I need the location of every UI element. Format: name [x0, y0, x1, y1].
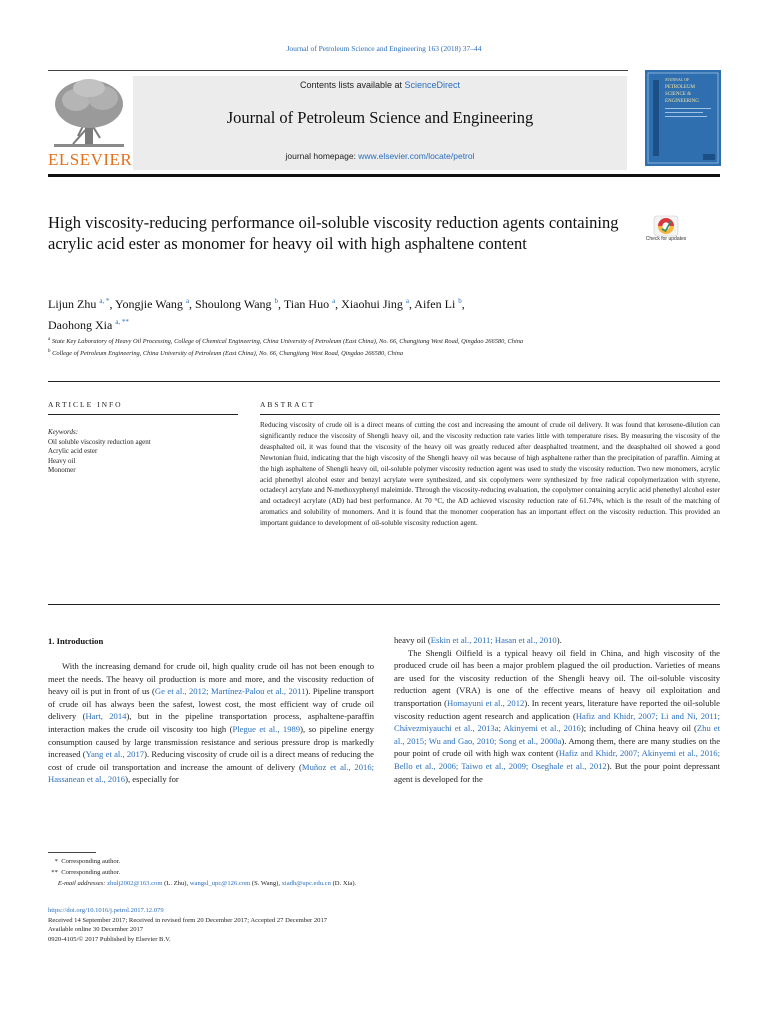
publication-info — [48, 906, 648, 944]
author-name[interactable]: Xiaohui Jing — [341, 297, 403, 311]
journal-homepage-line — [133, 151, 627, 161]
article-info-heading: ARTICLE INFO — [48, 400, 123, 409]
doi-link[interactable]: https://doi.org/10.1016/j.petrol.2017.12.079 — [48, 907, 164, 914]
author-affil-mark[interactable]: a — [185, 297, 190, 305]
body-text: ). Reducing viscosity of crude oil is a direct means of reducing the cost of crude oil transportation and increase the amount of delivery ( — [48, 749, 374, 772]
author-name[interactable]: Daohong Xia — [48, 318, 113, 332]
introduction-heading: 1. Introduction — [48, 636, 104, 646]
intro-carry-over — [394, 634, 720, 647]
sciencedirect-link[interactable]: ScienceDirect — [404, 80, 461, 90]
body-text: ). Among them, there are many studies on the pour point of crude oil with high wax content ( — [394, 735, 721, 759]
citation-link[interactable]: Yang et al., 2017 — [85, 749, 145, 760]
info-top-rule — [48, 381, 720, 382]
masthead-top-rule — [48, 70, 628, 71]
journal-title: Journal of Petroleum Science and Engineering — [226, 108, 534, 127]
citation-link[interactable]: Muñoz et al., 2016; Hassanean et al., 2016 — [48, 761, 375, 785]
author-affil-mark[interactable]: a — [332, 297, 336, 305]
footnote-rule — [48, 852, 96, 853]
citation-link[interactable]: Ge et al., 2012; Martínez-Palou et al., 2011 — [154, 686, 306, 697]
abstract-heading: ABSTRACT — [260, 400, 316, 409]
footnotes — [48, 856, 648, 889]
email-owner: (D. Xia). — [330, 880, 357, 887]
footnote-corresponding-2: ** Corresponding author. — [48, 869, 121, 876]
email-owner: (S. Wang), — [250, 880, 282, 887]
author-affil-mark[interactable]: a, * — [99, 297, 110, 305]
homepage-prefix: journal homepage: — [285, 151, 359, 161]
keyword-item: Heavy oil — [48, 456, 76, 465]
author-name[interactable]: Aifen Li — [414, 297, 456, 311]
keyword-item: Acrylic acid ester — [48, 447, 98, 456]
body-text: ). But the pour point depressant agent is developed for the — [394, 760, 721, 784]
citation-link[interactable]: Hafiz and Khidr, 2007; Li and Ni, 2011; Chávezmiyauchi et al., 2013a; Akinyemi et al., 2016 — [394, 710, 720, 734]
author-affil-mark[interactable]: b — [274, 297, 279, 305]
received-dates: Received 14 September 2017; Received in revised form 20 December 2017; Accepted 27 December 2017 — [48, 916, 328, 924]
intro-left-column — [48, 660, 374, 786]
email-owner: (L. Zhu), — [162, 880, 190, 887]
cover-line-2: PETROLEUM — [665, 85, 695, 90]
affiliations — [48, 335, 648, 358]
abstract-heading-rule — [260, 414, 720, 415]
author-affil-mark[interactable]: b — [458, 297, 462, 305]
intro-paragraph — [394, 647, 720, 786]
body-text: With the increasing demand for crude oil, high quality crude oil has not been enough to meet the needs. The heavy oil production is more and more, and the viscosity reduction of heavy oil is put in front of us ( — [48, 661, 374, 697]
body-text: heavy oil ( — [394, 635, 431, 645]
keyword-item: Monomer — [48, 466, 76, 475]
check-for-updates-icon[interactable] — [648, 214, 684, 254]
affiliation-mark: a — [48, 337, 51, 342]
footnote-text: Corresponding author. — [61, 858, 121, 865]
author-affil-mark[interactable]: a — [405, 297, 409, 305]
citation-link[interactable]: Zhu et al., 2015; Wu and Gao, 2010; Song et al., 2000a — [394, 723, 720, 746]
footnote-emails — [48, 878, 648, 889]
abstract-text: Reducing viscosity of crude oil is a direct means of cutting the cost and increasing the amount of crude oil delivery. It was found that kerosene-dilution can significantly reduce the viscosity of Shengli heavy oil, and the viscosity reduction rate varies little with temperature rises. By measuring the viscosity of the deasphalted oil, it was found that the viscosity of the heavy oil was greatly reduced after deasphalted treatment, and the deasphalted oil showed a good Newtonian fluid, indicating that the high viscosity of the Shengli heavy oil was because of high asphaltene rather than the precipitation of paraffin. Aiming at the high asphaltene of Shengli heavy oil, oil-soluble polymer viscosity reduction agent was used to study the viscosity reduction. Two new monomers, acrylic acid phenethyl alcohol ester and benzyl acrylate were synthesized, and six copolymers were synthesized by free radical copolymerization with styrene, octadecyl acrylate and N-methoxyphenyl maleimide. Through the viscosity-reducing evaluation, the copolymer containing acrylic acid phenethyl alcohol ester and octadecyl acrylate (AD) had best performance. At 70 °C, the AD achieved viscosity reduction rate of 61.74%, which is the result of the matching of aromatics and solubility of monomers. And it is found that the monomer cooperation has an important effect on the viscosity reduction. This provided an important guidance to development of oil-soluble viscosity reduction agent. — [260, 421, 720, 528]
online-date: Available online 30 December 2017 — [48, 926, 144, 934]
keywords-block — [48, 428, 238, 476]
citation-link[interactable]: Hafiz and Khidr, 2007; Akinyemi et al., 2016; Bello et al., 2006; Taiwo et al., 2009; Oseghale et al., 2012 — [394, 748, 720, 771]
intro-paragraph — [48, 660, 374, 786]
body-text: ). Pipeline transport of crude oil has always been the safest, lowest cost, the most efficient way of crude oil delivery ( — [48, 686, 374, 722]
cover-line-3: SCIENCE & — [665, 92, 691, 97]
masthead-bottom-rule — [48, 174, 720, 177]
citation-link[interactable]: Homayuni et al., 2012 — [446, 697, 525, 708]
abstract-bottom-rule — [48, 604, 720, 605]
email-link[interactable]: zhulj2002@163.com — [107, 880, 163, 887]
author-name[interactable]: Tian Huo — [283, 297, 330, 311]
affiliation-mark: b — [48, 348, 51, 354]
contents-prefix: Contents lists available at — [299, 80, 405, 90]
info-heading-rule — [48, 414, 238, 415]
author-affil-mark[interactable]: a, ** — [115, 318, 129, 326]
affiliation-text: College of Petroleum Engineering, China University of Petroleum (East China), No. 66, Changjiang West Road, Qingdao 266580, China — [52, 349, 404, 357]
body-text: ), so pipeline energy consumption caused by large transmission resistance and serious pressure drop is markedly increased ( — [48, 723, 374, 760]
affiliation-item — [48, 347, 648, 359]
email-link[interactable]: wangsl_upc@126.com — [189, 880, 251, 887]
journal-cover-thumbnail[interactable] — [645, 70, 721, 166]
body-text: ), especially for — [125, 774, 179, 785]
cover-line-4: ENGINEERING — [665, 99, 699, 104]
body-text: ); including of China heavy oil ( — [580, 723, 697, 734]
cover-line-1: JOURNAL OF — [665, 77, 690, 82]
author-name[interactable]: Shoulong Wang — [195, 297, 272, 311]
affiliation-text: State Key Laboratory of Heavy Oil Processing, College of Chemical Engineering, China University of Petroleum (East China), No. 66, Changjiang West Road, Qingdao 266580, China — [51, 338, 524, 346]
body-text: ). — [556, 635, 562, 645]
elsevier-wordmark: ELSEVIER — [48, 150, 133, 169]
citation-link[interactable]: Plegue et al., 1989 — [232, 723, 301, 734]
citation-link[interactable]: Eskin et al., 2011; Hasan et al., 2010 — [430, 635, 557, 645]
keywords-label: Keywords: — [48, 428, 79, 436]
copyright-line: 0920-4105/© 2017 Published by Elsevier B.V. — [48, 935, 171, 943]
affiliation-item — [48, 335, 648, 347]
footnote-corresponding-1: * Corresponding author. — [48, 858, 121, 865]
contents-available-line — [133, 80, 627, 90]
article-title: High viscosity-reducing performance oil-soluble viscosity reduction agents containing acrylic acid ester as monomer for heavy oil with high asphaltene content — [48, 213, 619, 253]
check-for-updates-label[interactable]: Check for updates — [645, 236, 687, 242]
email-link[interactable]: xiadh@upc.edu.cn — [281, 880, 331, 887]
body-text: ), but in the pipeline transportation process, asphaltene-paraffin interaction makes the crude oil viscosity too high ( — [48, 711, 374, 734]
journal-reference[interactable]: Journal of Petroleum Science and Engineering 163 (2018) 37–44 — [286, 44, 482, 53]
footnote-text: Corresponding author. — [61, 869, 121, 876]
author-name[interactable]: Lijun Zhu — [48, 297, 97, 311]
homepage-link[interactable]: www.elsevier.com/locate/petrol — [358, 151, 475, 161]
keyword-item: Oil soluble viscosity reduction agent — [48, 437, 151, 446]
author-name[interactable]: Yongjie Wang — [115, 297, 183, 311]
author-list: Lijun Zhu $^{a, *}$, Yongjie Wang $^a$, Shoulong Wang $^b$, Tian Huo $^a$, Xiaohui Jing $^a$, Aifen Li $^b$, Daohong Xia $^{a, **}$ — [48, 297, 465, 332]
body-text: ). In recent years, literature have reported the oil-soluble viscosity reduction agent research and application ( — [394, 697, 720, 721]
citation-link[interactable]: Hart, 2014 — [85, 711, 127, 722]
body-text: The Shengli Oilfield is a typical heavy oil field in China, and high viscosity of the produced crude oil has been a major problem plagued the oil production. Varieties of means are used for the viscosity reduction of the Shengli heavy oil. The oil-soluble viscosity reduction agent (VRA) is one of the effective means of heavy oil exploitation and transportation ( — [394, 647, 720, 708]
intro-right-column — [394, 634, 720, 785]
email-label: E-mail addresses: — [57, 880, 106, 887]
